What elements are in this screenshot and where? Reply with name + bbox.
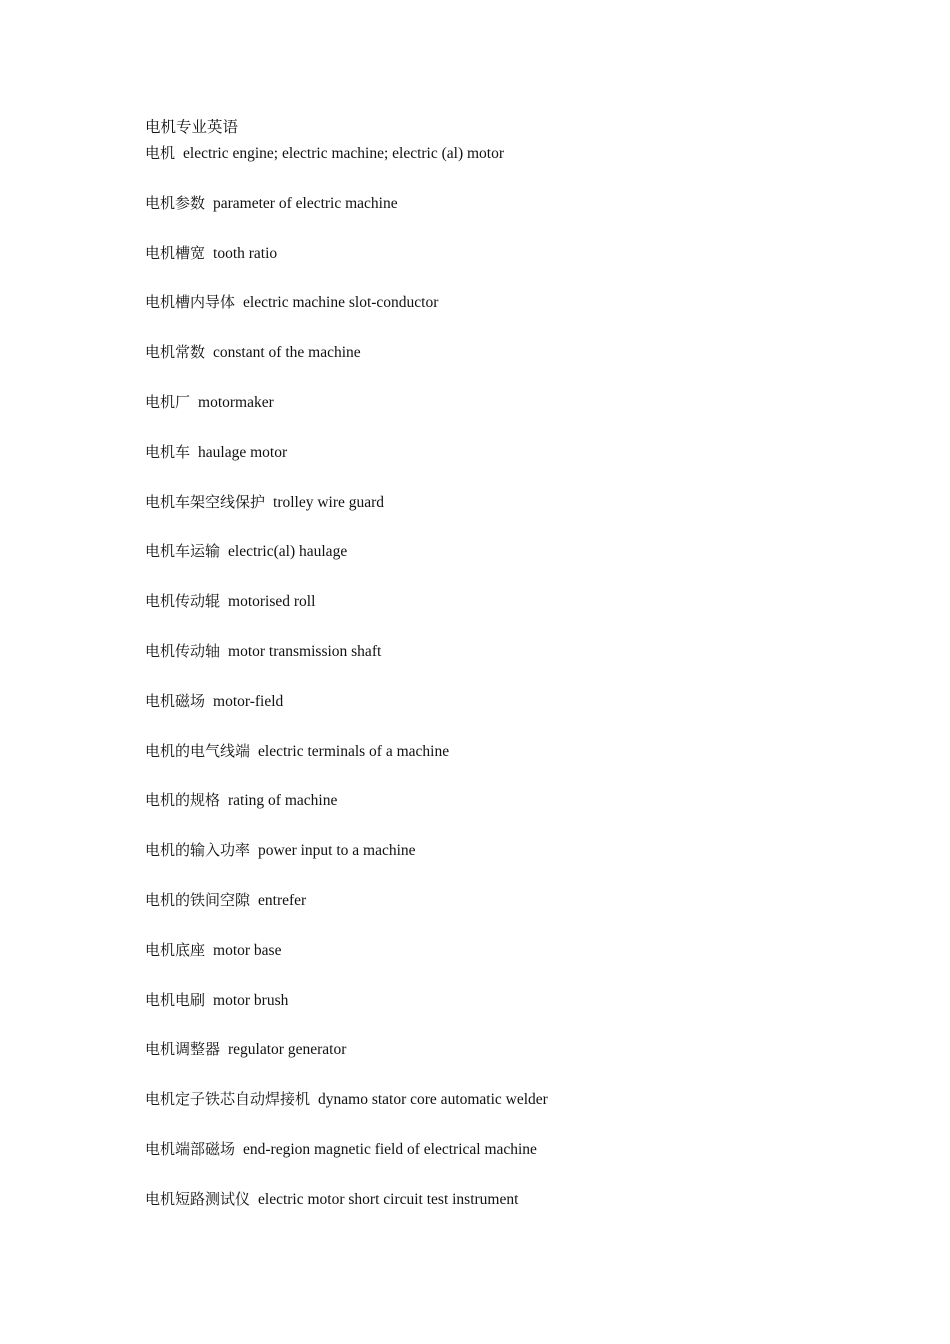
term-chinese: 电机的规格 bbox=[145, 791, 221, 810]
term-english: motor-field bbox=[213, 692, 284, 710]
term-chinese: 电机磁场 bbox=[145, 691, 206, 710]
term-english: motorised roll bbox=[228, 593, 316, 611]
term-chinese: 电机参数 bbox=[145, 193, 206, 212]
term-chinese: 电机定子铁芯自动焊接机 bbox=[145, 1090, 311, 1109]
term-english: power input to a machine bbox=[258, 842, 416, 860]
term-english: electric terminals of a machine bbox=[258, 742, 450, 760]
term-english: constant of the machine bbox=[213, 344, 361, 362]
term-english: motor brush bbox=[213, 991, 289, 1009]
glossary-entry bbox=[145, 1037, 905, 1061]
term-english: electric motor short circuit test instrument bbox=[258, 1190, 519, 1208]
glossary-entry bbox=[145, 440, 905, 464]
term-english: rating of machine bbox=[228, 792, 338, 810]
term-chinese: 电机槽宽 bbox=[145, 243, 206, 262]
term-chinese: 电机厂 bbox=[145, 392, 191, 411]
document-page bbox=[145, 116, 905, 1211]
glossary-entry bbox=[145, 141, 905, 165]
term-chinese: 电机传动辊 bbox=[145, 592, 221, 611]
term-english: motor transmission shaft bbox=[228, 642, 382, 660]
term-chinese: 电机端部磁场 bbox=[145, 1139, 236, 1158]
term-english: parameter of electric machine bbox=[213, 194, 398, 212]
glossary-entry bbox=[145, 539, 905, 563]
glossary-entry bbox=[145, 938, 905, 962]
glossary-entry bbox=[145, 689, 905, 713]
glossary-entry bbox=[145, 589, 905, 613]
glossary-entry bbox=[145, 838, 905, 862]
term-chinese: 电机车 bbox=[145, 442, 191, 461]
term-english: motormaker bbox=[198, 393, 274, 411]
glossary-entry bbox=[145, 988, 905, 1012]
glossary-entry bbox=[145, 191, 905, 215]
glossary-list bbox=[145, 141, 905, 1211]
term-chinese: 电机的电气线端 bbox=[145, 741, 251, 760]
term-chinese: 电机 bbox=[145, 144, 176, 162]
term-chinese: 电机底座 bbox=[145, 940, 206, 959]
glossary-entry bbox=[145, 1137, 905, 1161]
term-chinese: 电机调整器 bbox=[145, 1040, 221, 1059]
glossary-entry bbox=[145, 888, 905, 912]
glossary-entry bbox=[145, 340, 905, 364]
glossary-entry bbox=[145, 390, 905, 414]
term-chinese: 电机传动轴 bbox=[145, 641, 221, 660]
glossary-entry bbox=[145, 788, 905, 812]
glossary-entry bbox=[145, 241, 905, 265]
term-chinese: 电机的输入功率 bbox=[145, 841, 251, 860]
term-english: electric(al) haulage bbox=[228, 543, 348, 561]
term-chinese: 电机槽内导体 bbox=[145, 293, 236, 312]
glossary-entry bbox=[145, 290, 905, 314]
term-chinese: 电机的铁间空隙 bbox=[145, 890, 251, 909]
term-english: regulator generator bbox=[228, 1041, 347, 1059]
term-chinese: 电机常数 bbox=[145, 343, 206, 362]
term-english: end-region magnetic field of electrical machine bbox=[243, 1140, 537, 1158]
term-english: haulage motor bbox=[198, 443, 288, 461]
term-english: tooth ratio bbox=[213, 244, 278, 262]
glossary-entry bbox=[145, 1087, 905, 1111]
term-chinese: 电机电刷 bbox=[145, 990, 206, 1009]
term-english: trolley wire guard bbox=[273, 493, 385, 511]
glossary-entry bbox=[145, 490, 905, 514]
glossary-entry bbox=[145, 639, 905, 663]
glossary-entry bbox=[145, 739, 905, 763]
term-english: dynamo stator core automatic welder bbox=[318, 1091, 548, 1109]
term-chinese: 电机车架空线保护 bbox=[145, 492, 266, 511]
term-english: motor base bbox=[213, 941, 282, 959]
term-chinese: 电机车运输 bbox=[145, 542, 221, 561]
term-english: electric machine slot-conductor bbox=[243, 294, 439, 312]
term-english: entrefer bbox=[258, 891, 307, 909]
glossary-entry bbox=[145, 1187, 905, 1211]
term-chinese: 电机短路测试仪 bbox=[145, 1189, 251, 1208]
term-english: electric engine; electric machine; electric (al) motor bbox=[183, 145, 505, 162]
document-title: 电机专业英语 bbox=[145, 119, 239, 136]
